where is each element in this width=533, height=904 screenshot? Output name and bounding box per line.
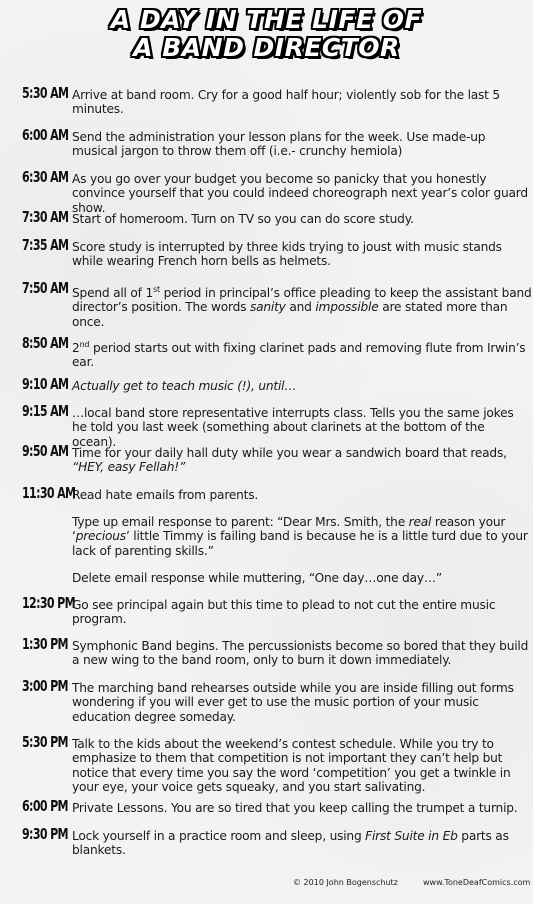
entry-time: 3:00 PM bbox=[22, 677, 68, 695]
entry-text: Symphonic Band begins. The percussionists become so bored that they build a new wing to the band room, only to burn it down immediately. bbox=[72, 639, 529, 668]
entry-text: Send the administration your lesson plans for the week. Use made-up musical jargon to throw them off (i.e.- crunchy hemiola) bbox=[72, 130, 486, 159]
entry-text: Talk to the kids about the weekend’s contest schedule. While you try to emphasize to them that competition is not important they can’t help but notice that every time you say the word ‘competition’ you get a twinkle in your eye, your voice gets squeaky, and you start salivating. bbox=[72, 737, 511, 795]
page-title bbox=[0, 6, 533, 62]
entry-text: Spend all of 1st period in principal’s office pleading to keep the assistant band director’s position. The words sanity and impossible are stated more than once. bbox=[72, 285, 532, 329]
title-line-1: A DAY IN THE LIFE OF bbox=[110, 5, 423, 34]
entry-time: 9:50 AM bbox=[22, 442, 69, 460]
website-link[interactable]: www.ToneDeafComics.com bbox=[423, 878, 531, 887]
entry-text: …local band store representative interrupts class. Tells you the same jokes he told you last week (something about clarinets at the bottom of the ocean). bbox=[72, 406, 514, 449]
entry-text: Type up email response to parent: “Dear Mrs. Smith, the real reason your ‘precious’ little Timmy is failing band is because he is a little turd due to your lack of parenting skills.” bbox=[72, 515, 528, 558]
entry-text: 2nd period starts out with fixing clarinet pads and removing flute from Irwin’s ear. bbox=[72, 340, 526, 370]
copyright-notice: © 2010 John Bogenschutz bbox=[293, 878, 398, 887]
entry-time: 5:30 AM bbox=[22, 84, 69, 102]
entry-text: Read hate emails from parents. bbox=[72, 488, 259, 502]
entry-time: 6:00 PM bbox=[22, 797, 68, 815]
entry-time: 9:15 AM bbox=[22, 402, 69, 420]
title-line-2: A BAND DIRECTOR bbox=[133, 33, 400, 62]
entry-time: 5:30 PM bbox=[22, 733, 68, 751]
entry-time: 8:50 AM bbox=[22, 334, 69, 352]
entry-time: 7:30 AM bbox=[22, 208, 69, 226]
entry-text: Delete email response while muttering, “One day…one day…” bbox=[72, 571, 442, 585]
entry-text: Actually get to teach music (!), until… bbox=[72, 379, 297, 393]
entry-text: Score study is interrupted by three kids trying to joust with music stands while wearing French horn bells as helmets. bbox=[72, 240, 502, 269]
entry-text: Lock yourself in a practice room and sleep, using First Suite in Eb parts as blankets. bbox=[72, 829, 509, 858]
entry-text: Go see principal again but this time to plead to not cut the entire music program. bbox=[72, 598, 496, 627]
entry-time: 1:30 PM bbox=[22, 635, 68, 653]
entry-text: As you go over your budget you become so panicky that you honestly convince yourself that you could indeed choreograph next year’s color guard show. bbox=[72, 172, 528, 215]
entry-text: Private Lessons. You are so tired that you keep calling the trumpet a turnip. bbox=[72, 801, 518, 815]
entry-time: 7:35 AM bbox=[22, 236, 69, 254]
entry-time: 6:30 AM bbox=[22, 168, 69, 186]
entry-text: Arrive at band room. Cry for a good half hour; violently sob for the last 5 minutes. bbox=[72, 88, 500, 117]
entry-time: 7:50 AM bbox=[22, 279, 69, 297]
entry-time: 11:30 AM bbox=[22, 484, 76, 502]
entry-time: 9:10 AM bbox=[22, 375, 69, 393]
entry-time: 9:30 PM bbox=[22, 825, 68, 843]
entry-text: Start of homeroom. Turn on TV so you can do score study. bbox=[72, 212, 414, 226]
entry-time: 6:00 AM bbox=[22, 126, 69, 144]
entry-text: Time for your daily hall duty while you wear a sandwich board that reads, “HEY, easy Fellah!” bbox=[72, 446, 507, 475]
entry-text: The marching band rehearses outside while you are inside filling out forms wondering if you will ever get to use the music portion of your music education degree someday. bbox=[72, 681, 514, 724]
entry-time: 12:30 PM bbox=[22, 594, 75, 612]
